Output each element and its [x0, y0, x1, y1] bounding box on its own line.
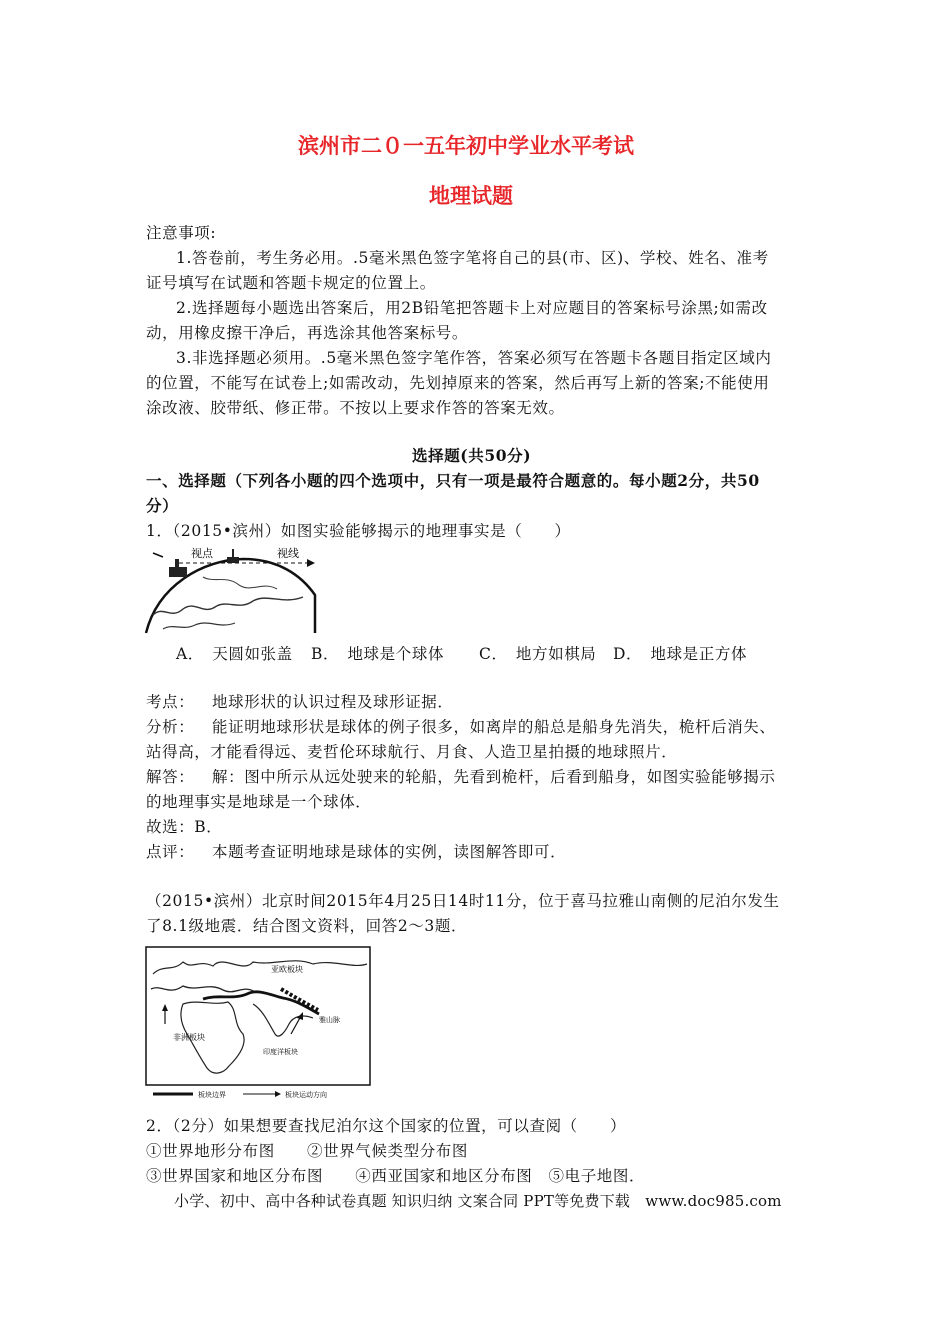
notice-line: 涂改液、胶带纸、修正带。不按以上要求作答的答案无效。: [146, 399, 565, 417]
plate-map-figure: [143, 944, 373, 1104]
answer-text: 故选：B．: [146, 818, 223, 836]
earth-curvature-figure: [143, 545, 323, 635]
map-label-african: 非洲板块: [173, 1033, 205, 1042]
map-label-indian: 印度洋板块: [263, 1048, 298, 1056]
option-d: D． 地球是正方体: [613, 645, 748, 663]
notice-heading: 注意事项:: [146, 224, 217, 242]
figure-label-sightline: 视线: [277, 547, 299, 560]
jieda-label: 解答：: [146, 768, 195, 786]
legend-motion: 板块运动方向: [285, 1091, 327, 1099]
kaodian-label: 考点：: [146, 693, 195, 711]
passage-line: （2015•滨州）北京时间2015年4月25日14时11分，位于喜马拉雅山南侧的尼泊尔发生: [146, 892, 780, 910]
section-instruction: 分）: [146, 496, 179, 515]
passage-line: 了8.1级地震．结合图文资料，回答2～3题．: [146, 917, 468, 935]
option-b: B． 地球是个球体: [311, 645, 445, 663]
fenxi-label: 分析：: [146, 718, 195, 736]
page-title: 滨州市二０一五年初中学业水平考试: [298, 134, 634, 158]
notice-line: 3.非选择题必须用。.5毫米黑色签字笔作答，答案必须写在答题卡各题目指定区域内: [176, 349, 772, 367]
option-c: C． 地方如棋局: [479, 645, 597, 663]
jieda-text: 解：图中所示从远处驶来的轮船，先看到桅杆，后看到船身，如图实验能够揭示: [212, 768, 776, 786]
dianping-label: 点评：: [146, 843, 195, 861]
legend-boundary: 板块边界: [198, 1091, 226, 1099]
map-label-himalaya: 雅山脉: [319, 1016, 340, 1024]
notice-line: 动，用橡皮擦干净后，再选涂其他答案标号。: [146, 324, 469, 342]
jieda-text: 的地理事实是地球是一个球体．: [146, 793, 372, 811]
fenxi-text: 能证明地球形状是球体的例子很多，如离岸的船总是船身先消失，桅杆后消失、: [212, 718, 776, 736]
notice-line: 的位置，不能写在试卷上;如需改动，先划掉原来的答案，然后再写上新的答案;不能使用: [146, 374, 770, 392]
question-2-options: ①世界地形分布图 ②世界气候类型分布图: [146, 1142, 469, 1160]
footer-text: 小学、初中、高中各种试卷真题 知识归纳 文案合同 PPT等免费下载 www.doc985.com: [174, 1192, 782, 1210]
question-2-options: ③世界国家和地区分布图 ④西亚国家和地区分布图 ⑤电子地图．: [146, 1167, 646, 1185]
section-heading: 选择题(共50分): [412, 446, 532, 465]
notice-line: 1.答卷前，考生务必用。.5毫米黑色签字笔将自己的县(市、区)、学校、姓名、准考: [176, 249, 769, 267]
page-subtitle: 地理试题: [429, 184, 513, 208]
option-a: A． 天圆如张盖: [176, 645, 293, 663]
notice-line: 证号填写在试题和答题卡规定的位置上。: [146, 274, 436, 292]
fenxi-text: 站得高，才能看得远、麦哲伦环球航行、月食、人造卫星拍摄的地球照片．: [146, 743, 678, 761]
dianping-text: 本题考查证明地球是球体的实例，读图解答即可．: [212, 843, 567, 861]
question-2-stem: 2．（2分）如果想要查找尼泊尔这个国家的位置，可以查阅（ ）: [146, 1117, 627, 1135]
question-1-stem: 1．（2015•滨州）如图实验能够揭示的地理事实是（ ）: [146, 522, 571, 540]
map-label-eurasian: 亚欧板块: [271, 965, 303, 974]
figure-label-viewpoint: 视点: [191, 547, 213, 560]
kaodian-text: 地球形状的认识过程及球形证据．: [212, 693, 454, 711]
section-instruction: 一、选择题（下列各小题的四个选项中，只有一项是最符合题意的。每小题2分，共50: [146, 471, 760, 490]
notice-line: 2.选择题每小题选出答案后，用2B铅笔把答题卡上对应题目的答案标号涂黑;如需改: [176, 299, 768, 317]
